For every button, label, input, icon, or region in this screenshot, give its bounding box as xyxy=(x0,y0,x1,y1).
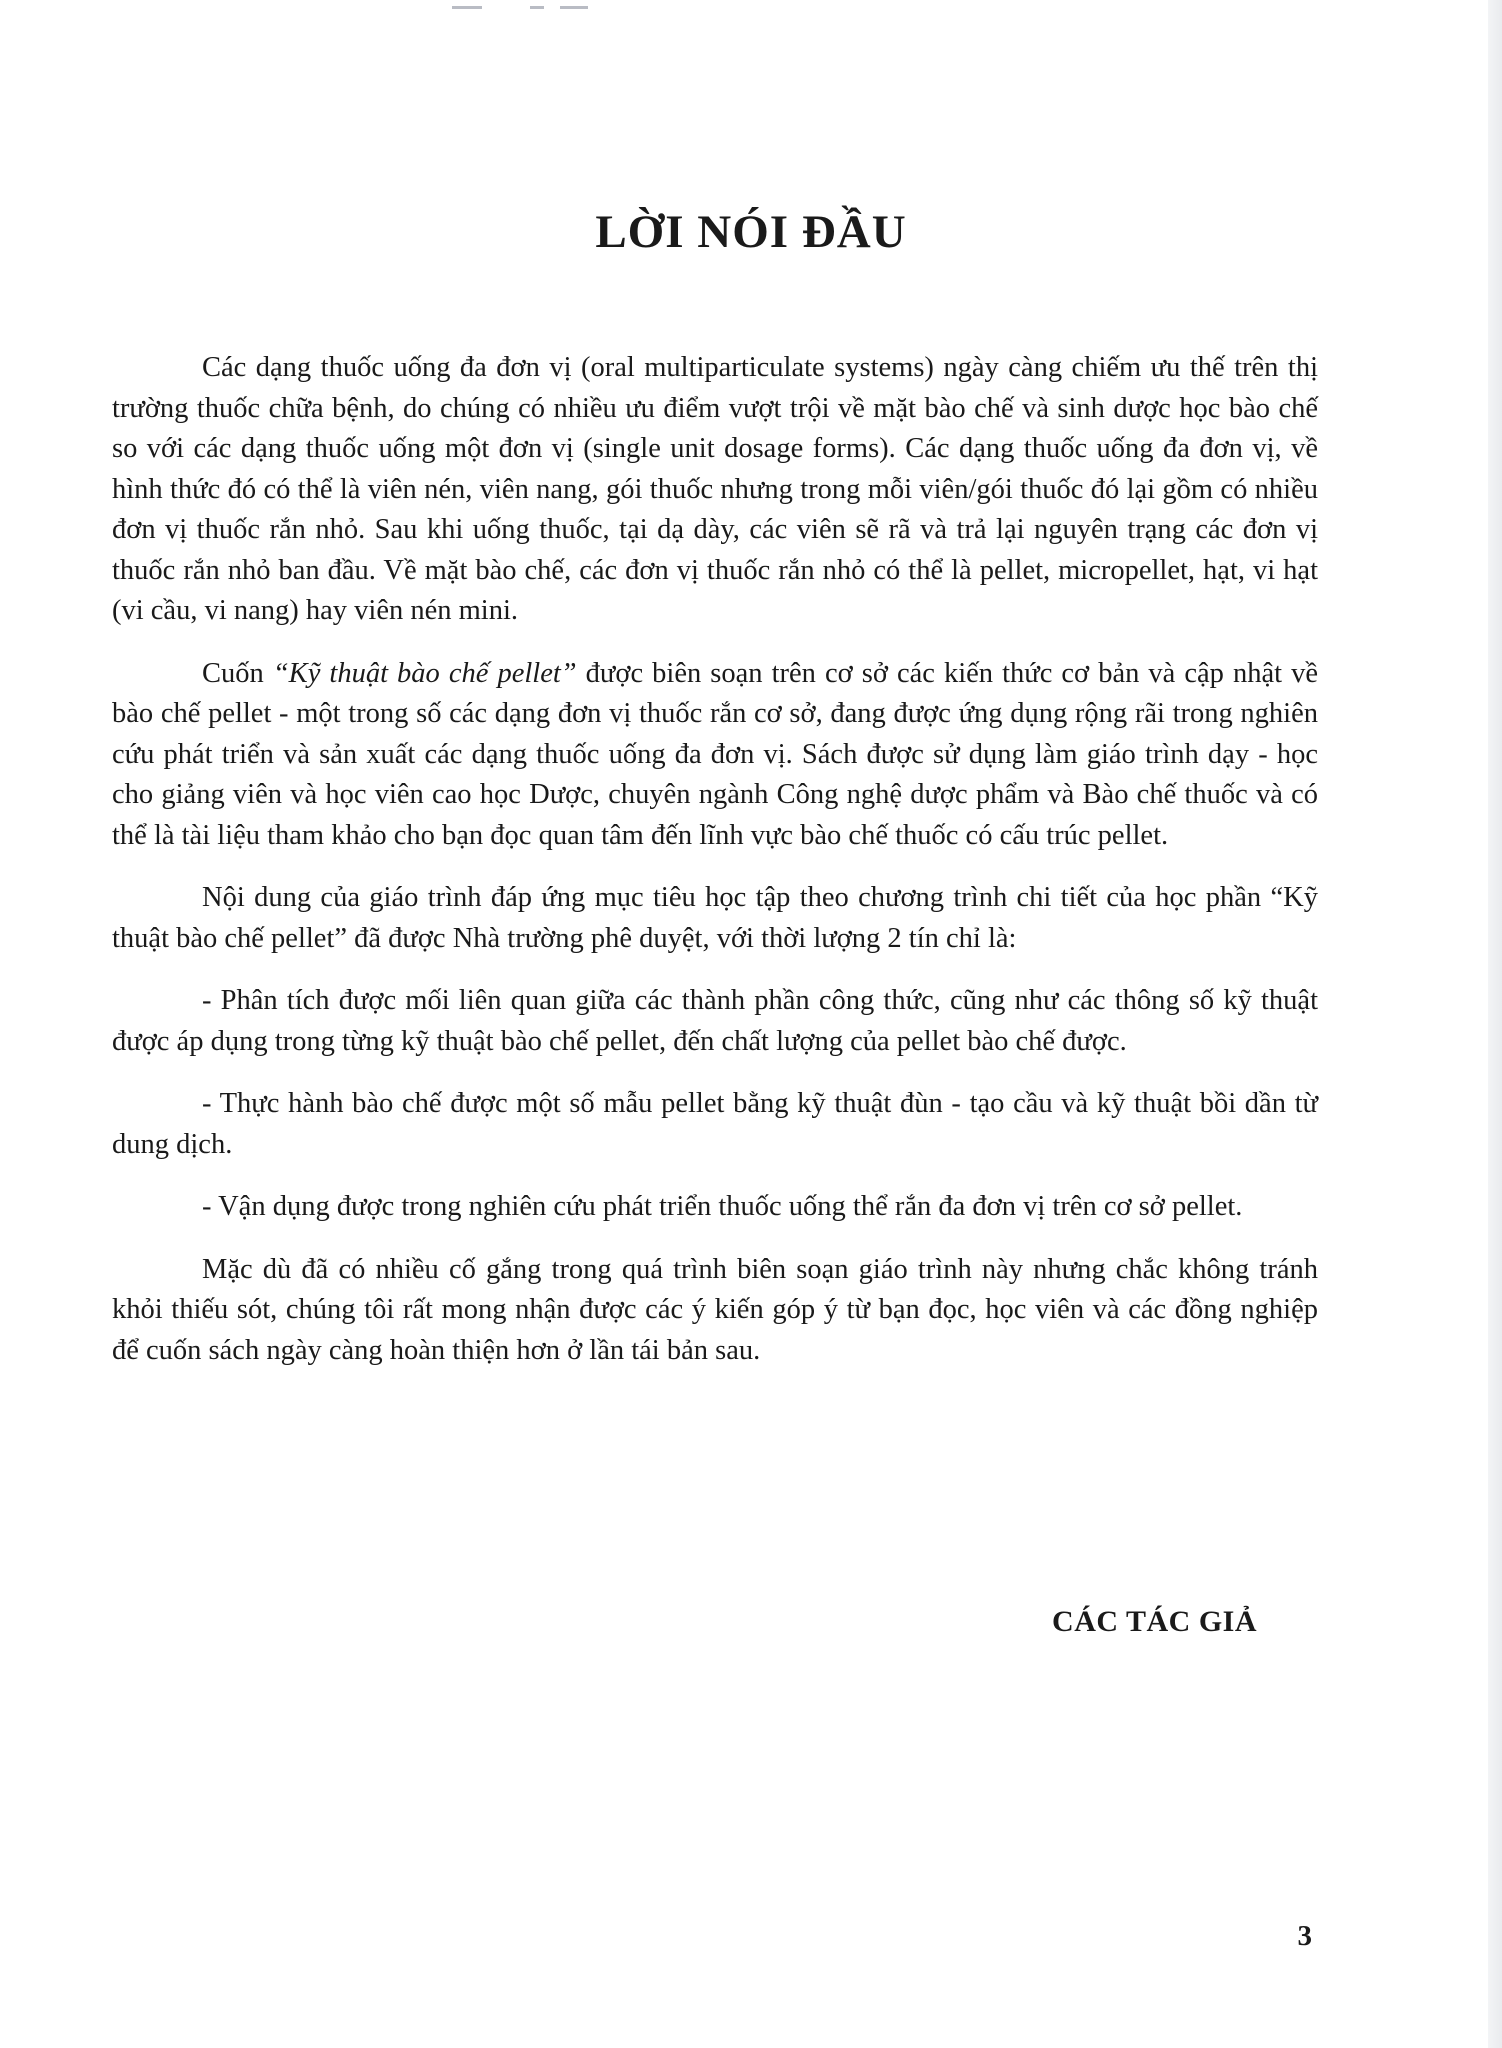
paragraph-text: Cuốn xyxy=(202,657,273,689)
paragraph: Mặc dù đã có nhiều cố gắng trong quá trình biên soạn giáo trình này nhưng chắc không tránh khỏi thiếu sót, chúng tôi rất mong nhận được các ý kiến góp ý từ bạn đọc, học viên và các đồng nghiệp để cuốn sách ngày càng hoàn thiện hơn ở lần tái bản sau. xyxy=(112,1253,1318,1366)
preface-body xyxy=(112,348,1318,1393)
scan-mark xyxy=(560,6,588,9)
paragraph xyxy=(112,654,1318,857)
book-title: “Kỹ thuật bào chế pellet” xyxy=(272,657,577,689)
page-number: 3 xyxy=(1297,1920,1312,1952)
scan-mark xyxy=(530,6,544,9)
paragraph: Nội dung của giáo trình đáp ứng mục tiêu học tập theo chương trình chi tiết của học phần “Kỹ thuật bào chế pellet” đã được Nhà trường phê duyệt, với thời lượng 2 tín chỉ là: xyxy=(112,882,1318,954)
objective-item: - Thực hành bào chế được một số mẫu pellet bằng kỹ thuật đùn - tạo cầu và kỹ thuật bồi dần từ dung dịch. xyxy=(112,1088,1318,1160)
objective-item: - Vận dụng được trong nghiên cứu phát triển thuốc uống thể rắn đa đơn vị trên cơ sở pellet. xyxy=(202,1191,1243,1222)
scan-mark xyxy=(452,6,482,9)
paragraph: Các dạng thuốc uống đa đơn vị (oral multiparticulate systems) ngày càng chiếm ưu thế trên thị trường thuốc chữa bệnh, do chúng có nhiều ưu điểm vượt trội về mặt bào chế và sinh dược học bào chế so với các dạng thuốc uống một đơn vị (single unit dosage forms). Các dạng thuốc uống đa đơn vị, về hình thức đó có thể là viên nén, viên nang, gói thuốc nhưng trong mỗi viên/gói thuốc đó lại gồm có nhiều đơn vị thuốc rắn nhỏ. Sau khi uống thuốc, tại dạ dày, các viên sẽ rã và trả lại nguyên trạng các đơn vị thuốc rắn nhỏ ban đầu. Về mặt bào chế, các đơn vị thuốc rắn nhỏ có thể là pellet, micropellet, hạt, vi hạt (vi cầu, vi nang) hay viên nén mini. xyxy=(112,352,1318,626)
authors-signature: CÁC TÁC GIẢ xyxy=(1052,1605,1257,1638)
objective-item: - Phân tích được mối liên quan giữa các thành phần công thức, cũng như các thông số kỹ thuật được áp dụng trong từng kỹ thuật bào chế pellet, đến chất lượng của pellet bào chế được. xyxy=(112,985,1318,1057)
scan-edge-shadow xyxy=(1488,0,1502,2048)
page-title: LỜI NÓI ĐẦU xyxy=(595,206,907,258)
paragraph-text: được biên soạn trên cơ sở các kiến thức cơ bản và cập nhật về bào chế pellet - một trong số các dạng đơn vị thuốc rắn cơ sở, đang được ứng dụng rộng rãi trong nghiên cứu phát triển và sản xuất các dạng thuốc uống đa đơn vị. Sách được sử dụng làm giáo trình dạy - học cho giảng viên và học viên cao học Dược, chuyên ngành Công nghệ dược phẩm và Bào chế thuốc và có thể là tài liệu tham khảo cho bạn đọc quan tâm đến lĩnh vực bào chế thuốc có cấu trúc pellet. xyxy=(112,657,1318,851)
